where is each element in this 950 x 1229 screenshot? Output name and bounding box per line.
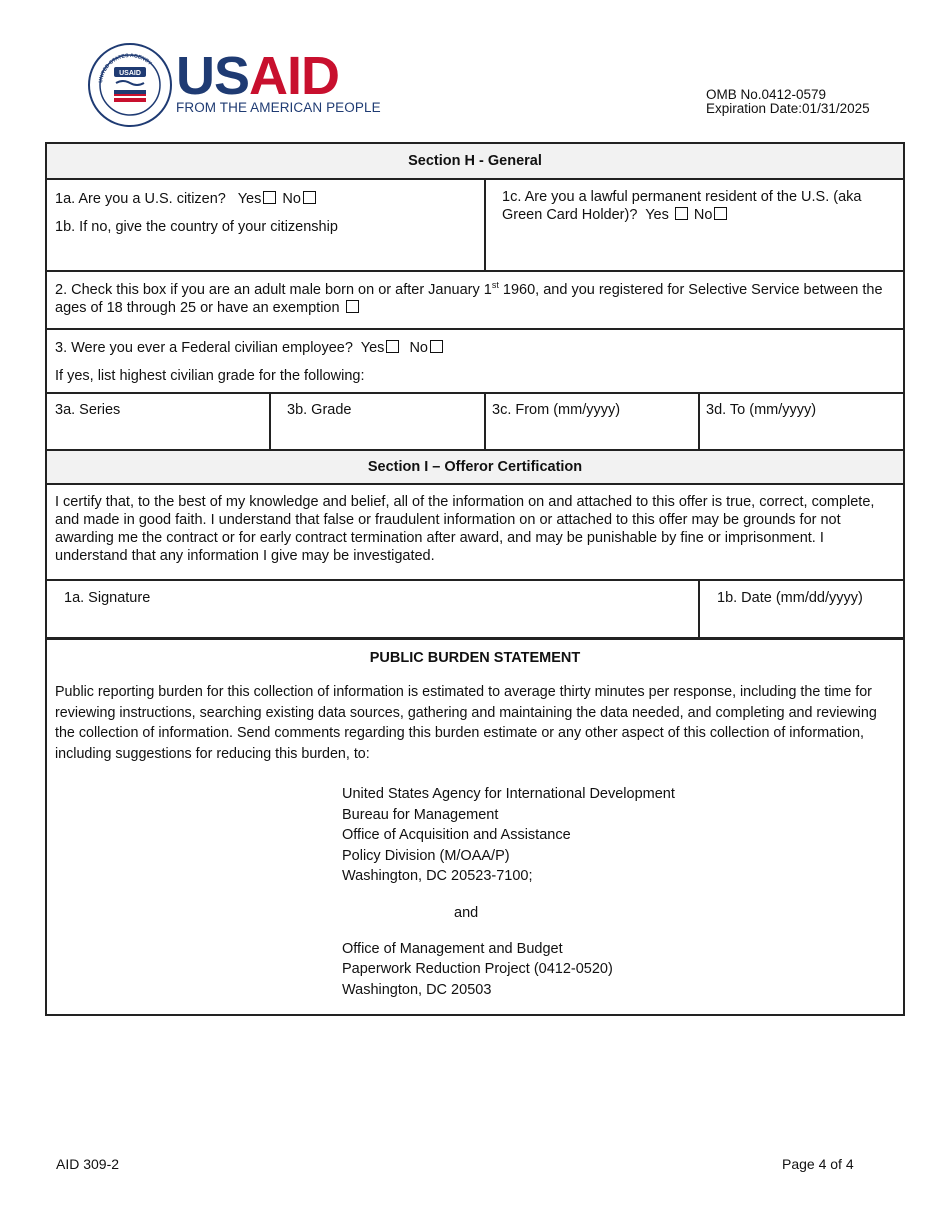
q1-row [47, 180, 903, 272]
date-cell[interactable] [698, 581, 903, 637]
signature-cell[interactable] [47, 581, 698, 637]
address-and: and [454, 904, 479, 921]
q2-text-part1: 2. Check this box if you are an adult male born on or after January 1 [55, 282, 492, 298]
page-header [0, 0, 950, 140]
q2-text-part2: 1960, and you registered for Selective Service between the ages of 18 through 25 or have an exemption [55, 282, 883, 316]
q3d-to-cell[interactable] [698, 394, 903, 449]
q1b-question: 1b. If no, give the country of your citizenship [55, 219, 338, 235]
q3b-label: 3b. Grade [287, 402, 352, 418]
q3c-label: 3c. From (mm/yyyy) [492, 402, 621, 418]
q3a-series-cell[interactable] [47, 394, 269, 449]
q1a-question [55, 190, 476, 208]
svg-text:USAID: USAID [119, 70, 141, 77]
q3c-from-cell[interactable] [484, 394, 698, 449]
expiration-date: Expiration Date:01/31/2025 [706, 101, 870, 116]
q3-note: If yes, list highest civilian grade for the following: [55, 368, 365, 384]
q2-question [55, 281, 895, 317]
q3b-grade-cell[interactable] [269, 394, 484, 449]
q2-cell [47, 272, 903, 328]
q1a-label: 1a. Are you a U.S. citizen? [55, 191, 226, 207]
section-i-header [47, 451, 903, 485]
address-omb [342, 939, 895, 1001]
q3-label: 3. Were you ever a Federal civilian employee? [55, 340, 353, 356]
q3-question [55, 339, 895, 357]
burden-title: PUBLIC BURDEN STATEMENT [369, 650, 581, 666]
q2-row [47, 272, 903, 330]
burden-paragraph: Public reporting burden for this collection of information is estimated to average thirty minutes per response, including the time for reviewing instructions, searching existing data sources, gathering and maintaining the data needed, and completing and reviewing the collection of information. Send comments regarding this burden estimate or any other aspect of this collection of information, including suggestions for reducing this burden, to: [55, 684, 877, 762]
address-usaid [342, 784, 895, 887]
burden-cell [47, 640, 903, 1014]
q3a-label: 3a. Series [55, 402, 121, 418]
q3-row [47, 330, 903, 394]
section-h-header [47, 144, 903, 180]
section-i-title: Section I – Offeror Certification [367, 459, 583, 475]
omb-info [706, 88, 870, 116]
certification-text: I certify that, to the best of my knowledge and belief, all of the information on and attached to this offer is true, correct, complete, and made in good faith. I understand that false or fraudulent information on or attached to this offer may be grounds for not awarding me the contract or for early contract termination after award, and may be punishable by fine or imprisonment. I understand that any information I give may be investigated. [55, 494, 875, 564]
q1c-yes-label: Yes [645, 207, 669, 223]
q1c-no-label: No [693, 207, 713, 223]
address-line: United States Agency for International Development [342, 786, 675, 802]
address-line: Office of Management and Budget [342, 940, 563, 957]
q1a-yes-label: Yes [237, 191, 262, 207]
q1c-cell [484, 180, 903, 270]
svg-text:UNITED STATES AGENCY: UNITED STATES AGENCY [98, 52, 153, 84]
q1a-no-label: No [282, 191, 301, 207]
q3-no-label: No [409, 340, 428, 356]
q3d-label: 3d. To (mm/yyyy) [706, 402, 817, 418]
logo-tagline: FROM THE AMERICAN PEOPLE [176, 100, 381, 115]
usaid-seal-logo [88, 43, 172, 127]
page-number: Page 4 of 4 [782, 1156, 854, 1172]
q1c-yes-checkbox[interactable] [675, 207, 688, 220]
logo-us: US [176, 46, 250, 106]
address-line: Washington, DC 20523-7100; [342, 868, 533, 884]
form-id: AID 309-2 [56, 1156, 120, 1172]
q3-no-checkbox[interactable] [430, 340, 443, 353]
q2-superscript: st [491, 280, 499, 291]
section-h-title: Section H - General [408, 153, 542, 169]
burden-row [47, 640, 903, 1016]
address-line: Bureau for Management [342, 806, 499, 823]
certification-row [47, 485, 903, 581]
q3-yes-checkbox[interactable] [386, 340, 399, 353]
date-label: 1b. Date (mm/dd/yyyy) [717, 590, 863, 606]
form-table [45, 142, 905, 1016]
q1a-yes-checkbox[interactable] [263, 191, 276, 204]
logo-aid: AID [249, 46, 340, 106]
q1a-cell [47, 180, 484, 270]
usaid-wordmark [176, 46, 381, 115]
q3-cell [47, 330, 903, 392]
omb-number: OMB No.0412-0579 [706, 87, 827, 102]
q1c-label: 1c. Are you a lawful permanent resident of the U.S. (aka Green Card Holder)? [502, 189, 862, 223]
address-line: Office of Acquisition and Assistance [342, 827, 571, 843]
address-line: Paperwork Reduction Project (0412-0520) [342, 961, 613, 977]
q1a-no-checkbox[interactable] [303, 191, 316, 204]
q1c-no-checkbox[interactable] [714, 207, 727, 220]
signature-label: 1a. Signature [64, 590, 151, 606]
q2-checkbox[interactable] [346, 300, 359, 313]
q3-grades-row [47, 394, 903, 451]
address-line: Policy Division (M/OAA/P) [342, 847, 510, 864]
q3-yes-label: Yes [360, 340, 385, 356]
q1c-question [502, 188, 895, 224]
address-line: Washington, DC 20503 [342, 981, 492, 998]
signature-row [47, 581, 903, 640]
